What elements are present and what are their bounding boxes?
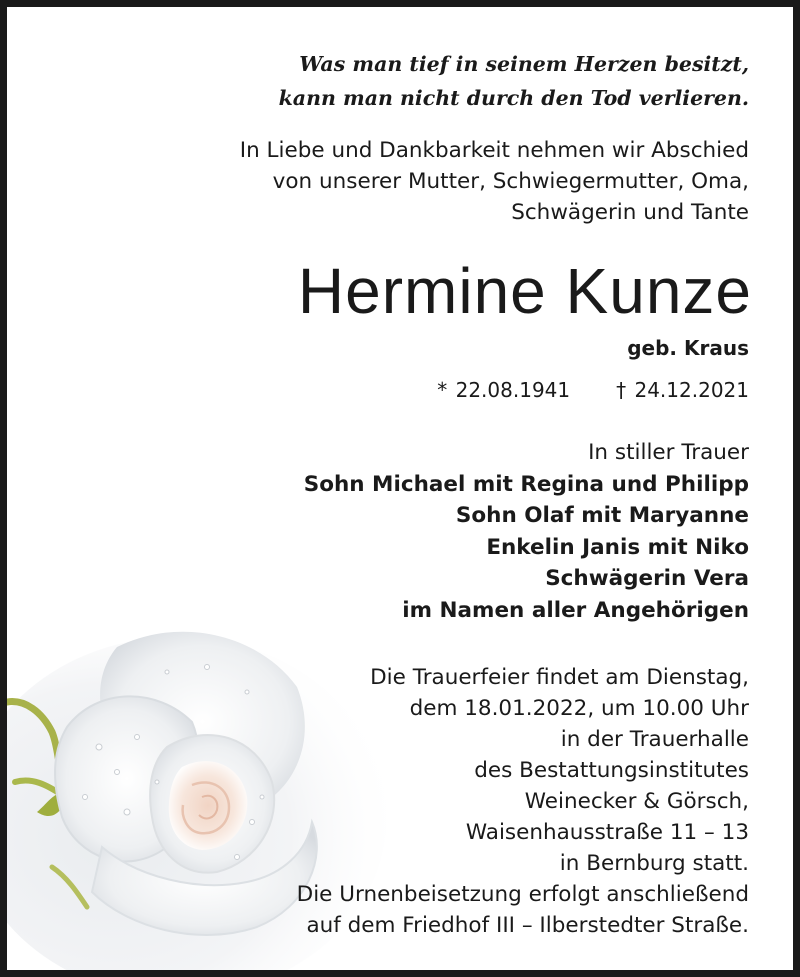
notice-line: auf dem Friedhof III – Ilberstedter Straße.: [306, 913, 749, 938]
motto-line: Was man tief in seinem Herzen besitzt,: [299, 52, 749, 76]
notice-line: Weinecker & Görsch,: [524, 789, 749, 814]
birth-name: geb. Kraus: [627, 336, 749, 360]
mourner-line: Schwägerin Vera: [545, 566, 749, 591]
notice-line: dem 18.01.2022, um 10.00 Uhr: [409, 696, 749, 721]
notice-line: in der Trauerhalle: [560, 727, 749, 752]
intro-line: von unserer Mutter, Schwiegermutter, Oma,: [272, 169, 749, 194]
life-dates: [437, 375, 749, 405]
intro-line: In Liebe und Dankbarkeit nehmen wir Abschied: [239, 138, 749, 163]
mourners-block: [129, 437, 749, 626]
deceased-name: Hermine Kunze: [297, 255, 752, 327]
notice-line: des Bestattungsinstitutes: [474, 758, 749, 783]
notice-line: Die Urnenbeisetzung erfolgt anschließend: [296, 882, 749, 907]
death-date: † 24.12.2021: [616, 378, 749, 402]
mourner-line: im Namen aller Angehörigen: [402, 597, 749, 623]
funeral-notice: [129, 662, 749, 941]
mourner-line: Enkelin Janis mit Niko: [486, 534, 749, 560]
notice-line: Waisenhausstraße 11 – 13: [465, 820, 749, 845]
intro-text: [129, 135, 749, 228]
birth-date: * 22.08.1941: [437, 378, 571, 402]
intro-line: Schwägerin und Tante: [511, 200, 749, 225]
notice-line: in Bernburg statt.: [559, 851, 749, 876]
motto-line: kann man nicht durch den Tod verlieren.: [278, 86, 749, 110]
notice-line: Die Trauerfeier findet am Dienstag,: [370, 665, 749, 690]
mourning-label: In stiller Trauer: [588, 440, 749, 465]
mourner-line: Sohn Michael mit Regina und Philipp: [303, 471, 749, 497]
motto-quote: [129, 47, 749, 115]
mourner-line: Sohn Olaf mit Maryanne: [455, 503, 749, 528]
